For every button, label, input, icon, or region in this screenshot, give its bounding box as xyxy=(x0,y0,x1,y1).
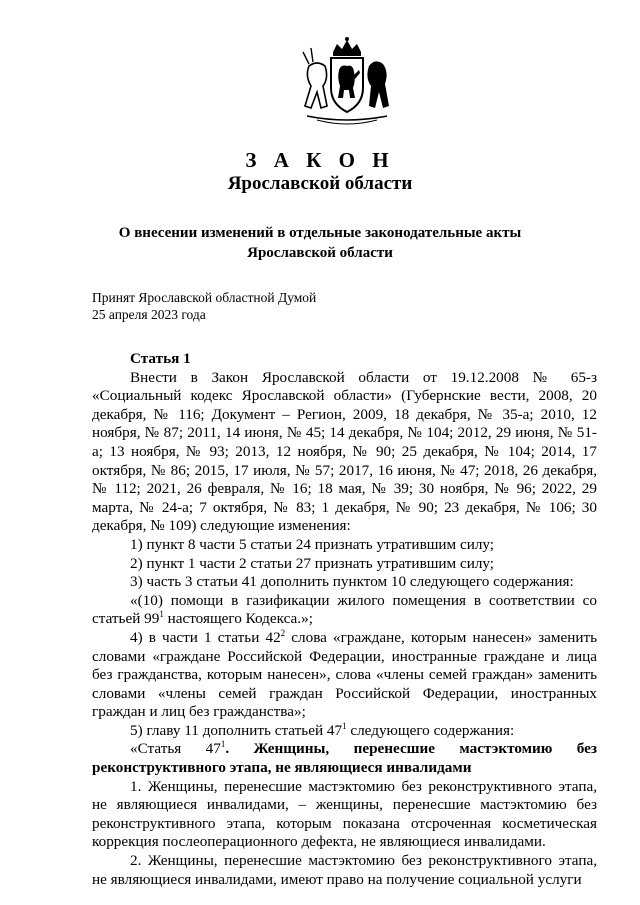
item-2: 2) пункт 1 части 2 статьи 27 признать утратившим силу; xyxy=(130,554,495,572)
adoption-line-1: Принят Ярославской областной Думой xyxy=(92,290,317,305)
law-name-line-1: О внесении изменений в отдельные законодательные акты xyxy=(118,225,522,241)
paragraph-2: 2. Женщины, перенесшие мастэктомию без реконструктивного этапа, не являющиеся инвалидами, имеют право на получение социальной услуги xyxy=(92,852,597,888)
adoption-date: 25 апреля 2023 года xyxy=(92,307,206,322)
item-3-quote-text: «(10) помощи в газификации жилого помещения в соответствии со статьей 99 xyxy=(92,591,597,628)
item-3-quote-superscript: 1 xyxy=(159,609,164,620)
article-heading: Статья 1 xyxy=(130,350,191,367)
new-article-title: . Женщины, перенесшие мастэктомию без реконструктивного этапа, не являющиеся инвалидами xyxy=(92,740,597,777)
adoption-note xyxy=(92,289,316,323)
item-3-quote-tail: настоящего Кодекса.»; xyxy=(163,610,313,628)
item-1: 1) пункт 8 части 5 статьи 24 признать утратившим силу; xyxy=(130,535,495,553)
item-4-superscript: 2 xyxy=(280,627,286,638)
item-5-superscript: 1 xyxy=(342,720,347,731)
new-article-label: «Статья 47 xyxy=(130,740,221,758)
item-5 xyxy=(92,722,597,741)
item-3-quote xyxy=(92,592,597,629)
paragraph-1: 1. Женщины, перенесшие мастэктомию без реконструктивного этапа, не являющиеся инвалидами, – женщины, перенесшие мастэктомию без реконструктивного этапа, которым показана отсроченная косметическая коррекция послеоперационного дефекта, не являющиеся инвалидами. xyxy=(92,777,597,851)
document-subtitle: Ярославской области xyxy=(227,173,413,194)
new-article-heading xyxy=(92,740,597,777)
item-4 xyxy=(92,629,597,722)
item-4-tail: слова «граждане, которым нанесен» заменить словами «граждане Российской Федерации, иностранные граждане и лица без гражданства, которым нанесен», слова «члены семей граждан» заменить словами «члены семей граждан Российской Федерации, иностранных граждан и лиц без гражданства»; xyxy=(92,628,598,721)
item-3: 3) часть 3 статьи 41 дополнить пунктом 10 следующего содержания: xyxy=(130,573,574,591)
law-name xyxy=(0,223,640,263)
item-4-text: 4) в части 1 статьи 42 xyxy=(130,628,281,646)
article-intro: Внести в Закон Ярославской области от 19.12.2008 № 65-з «Социальный кодекс Ярославской области» (Губернские вести, 2008, 20 декабря, № 116; Документ – Регион, 2009, 18 декабря, № 35-а; 2010, 12 ноября, № 87; 2011, 14 июня, № 45; 14 декабря, № 104; 2012, 29 июня, № 51-а; 13 ноября, № 93; 2013, 12 ноября, № 90; 25 декабря, № 104; 2014, 17 октября, № 86; 2015, 17 июля, № 57; 2017, 16 июня, № 47; 2018, 26 декабря, № 112; 2021, 26 февраля, № 16; 18 мая, № 39; 30 ноября, № 96; 2022, 29 марта, № 24-а; 7 октября, № 83; 1 декабря, № 90; 23 декабря, № 106; 30 декабря, № 109) следующие изменения: xyxy=(92,368,597,535)
article-body xyxy=(92,350,597,889)
coat-of-arms-icon xyxy=(287,36,407,128)
item-5-tail: следующего содержания: xyxy=(346,721,515,739)
new-article-superscript: 1 xyxy=(220,739,226,750)
item-5-text: 5) главу 11 дополнить статьей 47 xyxy=(130,721,343,739)
law-name-line-2: Ярославской области xyxy=(247,245,393,261)
document-title: З А К О Н xyxy=(245,148,395,172)
